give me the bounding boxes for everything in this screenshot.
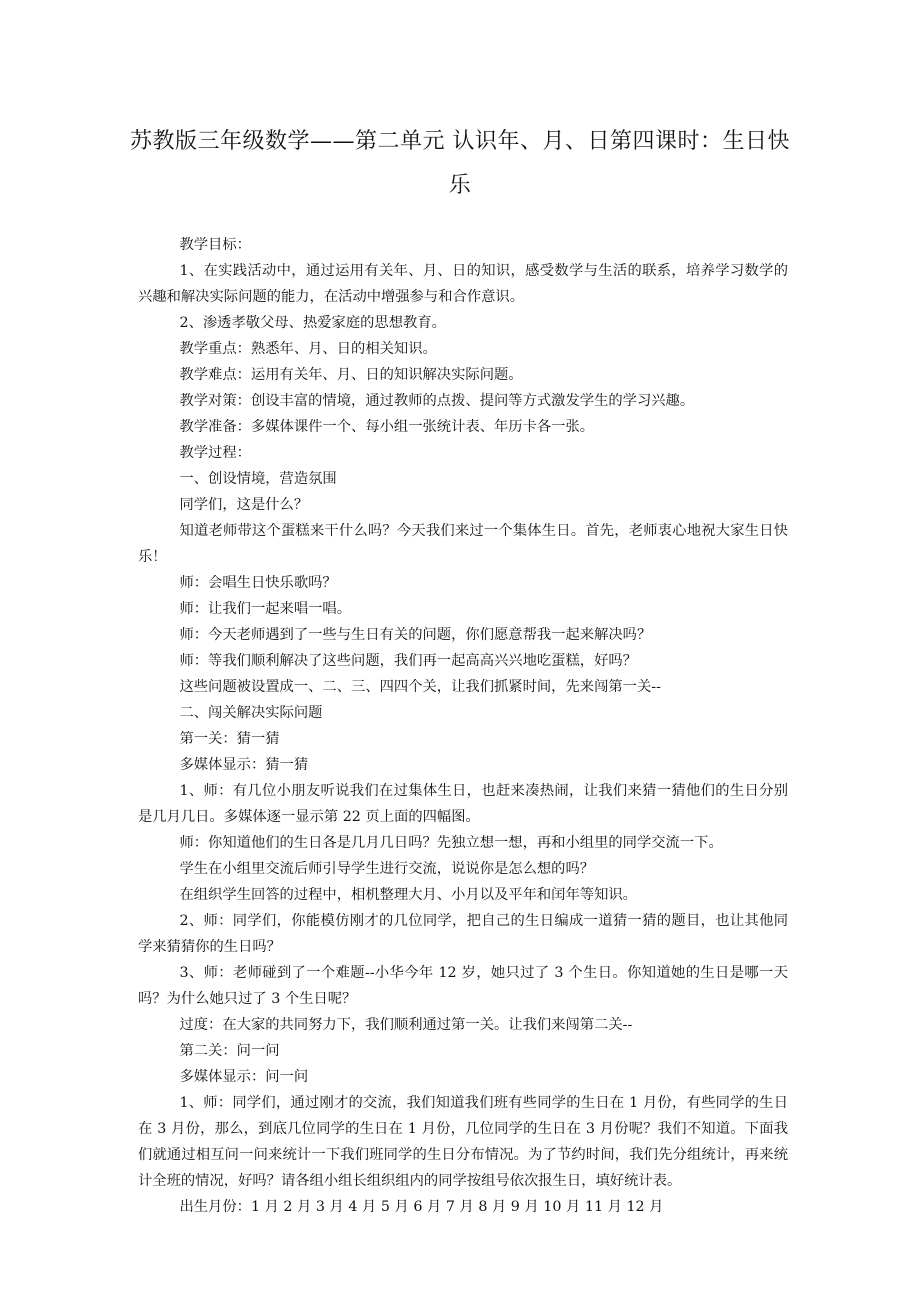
paragraph: 学生在小组里交流后师引导学生进行交流，说说你是怎么想的吗？	[179, 861, 595, 877]
paragraph: 同学们，这是什么？	[179, 497, 309, 513]
document-title: 苏教版三年级数学——第二单元 认识年、月、日第四课时：生日快乐	[130, 129, 790, 198]
paragraph: 1、师：同学们，通过刚才的交流，我们知道我们班有些同学的生日在 1 月份，有些同学的生日在 3 月份，那么，到底几位同学的生日在 1 月份，几位同学的生日在 3 月份呢？我们不知道。下面我们就通过相互问一问来统计一下我们班同学的生日分布情况。为了节约时间，我们先分组统计，再来统计全班的情况，好吗？请各组小组长组织组内的同学按组号依次报生日，填好统计表。	[138, 1095, 788, 1189]
paragraph-preparation: 教学准备：多媒体课件一个、每小组一张统计表、年历卡各一张。	[179, 419, 595, 435]
paragraph: 师：今天老师遇到了一些与生日有关的问题，你们愿意帮我一起来解决吗？	[179, 627, 652, 643]
paragraph-key-point: 教学重点：熟悉年、月、日的相关知识。	[179, 341, 437, 357]
paragraph-strategy: 教学对策：创设丰富的情境，通过教师的点拨、提问等方式激发学生的学习兴趣。	[179, 393, 695, 409]
paragraph: 师：你知道他们的生日各是几月几日吗？先独立想一想，再和小组里的同学交流一下。	[179, 835, 723, 851]
paragraph-objective-1: 1、在实践活动中，通过运用有关年、月、日的知识，感受数学与生活的联系，培养学习数学的兴趣和解决实际问题的能力，在活动中增强参与和合作意识。	[138, 263, 788, 305]
paragraph: 过度：在大家的共同努力下，我们顺利通过第一关。让我们来闯第二关--	[179, 1017, 633, 1033]
paragraph-section-1-heading: 一、创设情境，营造氛围	[179, 471, 337, 487]
paragraph: 多媒体显示：问一问	[179, 1069, 309, 1085]
paragraph: 知道老师带这个蛋糕来干什么吗？今天我们来过一个集体生日。首先，老师衷心地祝大家生日快乐！	[138, 523, 788, 565]
paragraph-difficulty: 教学难点：运用有关年、月、日的知识解决实际问题。	[179, 367, 523, 383]
paragraph: 师：会唱生日快乐歌吗？	[179, 575, 337, 591]
paragraph: 3、师：老师碰到了一个难题--小华今年 12 岁，她只过了 3 个生日。你知道她的生日是哪一天吗？为什么她只过了 3 个生日呢？	[138, 965, 788, 1007]
paragraph: 多媒体显示：猜一猜	[179, 757, 309, 773]
paragraph-process-heading: 教学过程：	[179, 445, 251, 461]
document-body	[138, 232, 788, 1220]
paragraph-level-2-heading: 第二关：问一问	[179, 1043, 280, 1059]
paragraph-section-2-heading: 二、闯关解决实际问题	[179, 705, 323, 721]
paragraph-birth-months: 出生月份：1 月 2 月 3 月 4 月 5 月 6 月 7 月 8 月 9 月 10 月 11 月 12 月	[179, 1199, 664, 1215]
paragraph: 在组织学生回答的过程中，相机整理大月、小月以及平年和闰年等知识。	[179, 887, 637, 903]
paragraph: 师：让我们一起来唱一唱。	[179, 601, 352, 617]
paragraph: 师：等我们顺利解决了这些问题，我们再一起高高兴兴地吃蛋糕，好吗？	[179, 653, 637, 669]
paragraph: 这些问题被设置成一、二、三、四四个关，让我们抓紧时间，先来闯第一关--	[179, 679, 661, 695]
paragraph-objective-2: 2、渗透孝敬父母、热爱家庭的思想教育。	[179, 315, 446, 331]
paragraph: 2、师：同学们，你能模仿刚才的几位同学，把自己的生日编成一道猜一猜的题目，也让其他同学来猜猜你的生日吗？	[138, 913, 788, 955]
paragraph-objectives-heading: 教学目标：	[179, 237, 251, 253]
paragraph: 1、师：有几位小朋友听说我们在过集体生日，也赶来凑热闹，让我们来猜一猜他们的生日分别是几月几日。多媒体逐一显示第 22 页上面的四幅图。	[138, 783, 788, 825]
paragraph-level-1-heading: 第一关：猜一猜	[179, 731, 280, 747]
